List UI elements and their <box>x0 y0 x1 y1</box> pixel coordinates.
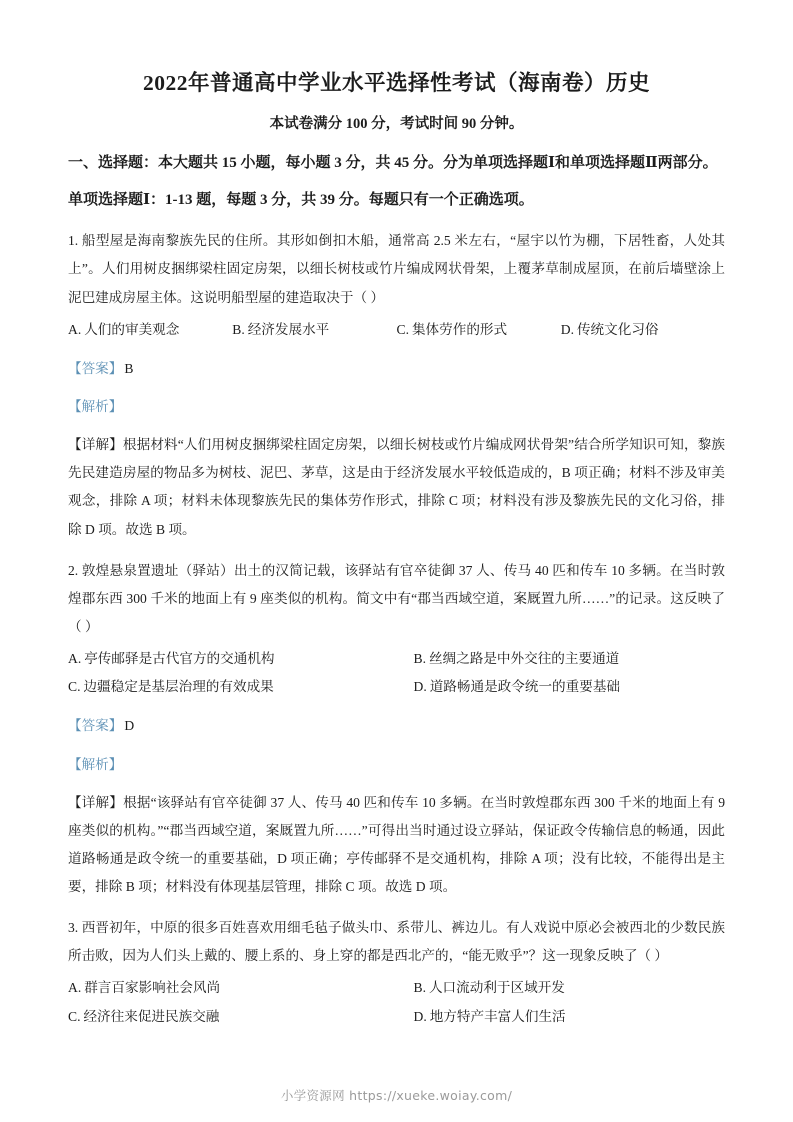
option-text: 人们的审美观念 <box>84 321 180 337</box>
option-text: 传统文化习俗 <box>576 321 659 337</box>
option-c[interactable] <box>68 1003 397 1031</box>
option-letter: B. <box>413 980 426 996</box>
question-options <box>68 970 725 1030</box>
question-block-1 <box>68 214 725 543</box>
option-a[interactable] <box>68 316 232 344</box>
answer-line <box>68 344 725 382</box>
answer-line <box>68 701 725 739</box>
option-b[interactable] <box>397 974 726 1002</box>
analysis-label: 【解析】 <box>68 756 123 772</box>
option-row <box>68 673 725 701</box>
option-letter: A. <box>68 651 82 667</box>
option-text: 边疆稳定是基层治理的有效成果 <box>83 679 274 695</box>
option-d[interactable] <box>397 1003 726 1031</box>
option-letter: C. <box>68 679 81 695</box>
site-watermark: 小学资源网 https://xueke.woiay.com/ <box>280 1088 513 1103</box>
option-letter: A. <box>68 980 82 996</box>
option-text: 经济往来促进民族交融 <box>83 1008 220 1024</box>
answer-value: B <box>124 360 134 376</box>
option-a[interactable] <box>68 974 397 1002</box>
option-text: 经济发展水平 <box>247 321 330 337</box>
option-text: 集体劳作的形式 <box>411 321 508 337</box>
option-b[interactable] <box>397 645 726 673</box>
option-letter: D. <box>413 679 427 695</box>
option-letter: C. <box>396 321 409 337</box>
option-text: 群言百家影响社会风尚 <box>84 980 221 996</box>
detail-text: 根据“该驿站有官卒徒御 37 人、传马 40 匹和传车 10 多辆。在当时敦煌郡东西 300 千米的地面上有 9 座类似的机构。”“郡当西域空道，案厩置九所……”可得出当时通过设立驿站，保证政令传输信息的畅通，因此道路畅通是政令统一的重要基础，D 项正确；亭传邮驿不是交通机构，排除 A 项；没有比较，不能得出是主要，排除 B 项；材料没有体现基层管理，排除 C 项。故选 D 项。 <box>68 794 726 895</box>
detail-paragraph <box>68 778 725 902</box>
option-letter: A. <box>68 321 82 337</box>
detail-label: 【详解】 <box>68 794 124 810</box>
option-letter: B. <box>413 651 426 667</box>
option-text: 地方特产丰富人们生活 <box>429 1008 566 1024</box>
option-d[interactable] <box>397 673 726 701</box>
exam-subtitle: 本试卷满分 100 分，考试时间 90 分钟。 <box>269 116 524 133</box>
question-stem: 3. 西晋初年，中原的很多百姓喜欢用细毛毡子做头巾、系带儿、裤边儿。有人戏说中原必会被西北的少数民族所击败，因为人们头上戴的、腰上系的、身上穿的都是西北产的，“能无败乎”？这一现象反映了（ ） <box>68 920 725 964</box>
question-stem: 1. 船型屋是海南黎族先民的住所。其形如倒扣木船，通常高 2.5 米左右，“屋宇以竹为棚，下居牲畜，人处其上”。人们用树皮捆绑梁柱固定房架，以细长树枝或竹片编成网状骨架，上覆茅草制成屋顶，在前后墙壁涂上泥巴建成房屋主体。这说明船型屋的建造取决于（ ） <box>68 233 725 305</box>
option-b[interactable] <box>232 316 396 344</box>
option-d[interactable] <box>561 316 725 344</box>
answer-label: 【答案】 <box>68 718 123 734</box>
answer-value: D <box>124 718 135 734</box>
question-block-3 <box>68 901 725 1031</box>
option-text: 亭传邮驿是古代官方的交通机构 <box>84 651 275 667</box>
option-letter: C. <box>68 1008 81 1024</box>
detail-label: 【详解】 <box>68 437 123 453</box>
option-c[interactable] <box>68 673 397 701</box>
question-block-2 <box>68 544 725 902</box>
option-row <box>68 974 725 1002</box>
section-heading: 一、选择题：本大题共 15 小题，每小题 3 分，共 45 分。分为单项选择题Ⅰ和单项选择题Ⅱ两部分。 <box>68 154 718 171</box>
question-options <box>68 641 725 701</box>
option-text: 道路畅通是政令统一的重要基础 <box>429 679 621 695</box>
option-row <box>68 316 725 344</box>
option-row <box>68 645 725 673</box>
question-options <box>68 312 725 344</box>
option-letter: B. <box>232 321 245 337</box>
option-text: 丝绸之路是中外交往的主要通道 <box>428 651 620 667</box>
option-c[interactable] <box>397 316 561 344</box>
page-title: 2022年普通高中学业水平选择性考试（海南卷）历史 <box>142 71 650 95</box>
question-stem: 2. 敦煌悬泉置遗址（驿站）出土的汉简记载，该驿站有官卒徒御 37 人、传马 40 匹和传车 10 多辆。在当时敦煌郡东西 300 千米的地面上有 9 座类似的机构。简文中有“郡当西域空道，案厩置九所……”的记录。这反映了（ ） <box>68 562 725 634</box>
answer-label: 【答案】 <box>68 360 123 376</box>
option-letter: D. <box>413 1008 427 1024</box>
analysis-label: 【解析】 <box>68 399 123 415</box>
detail-text: 根据材料“人们用树皮捆绑梁柱固定房架，以细长树枝或竹片编成网状骨架”结合所学知识可知，黎族先民建造房屋的物品多为树枝、泥巴、茅草，这是由于经济发展水平较低造成的，B 项正确；材料不涉及审美观念，排除 A 项；材料未体现黎族先民的集体劳作形式，排除 C 项；材料没有涉及黎族先民的文化习俗，排除 D 项。故选 B 项。 <box>68 437 726 537</box>
detail-paragraph <box>68 420 725 544</box>
option-text: 人口流动利于区域开发 <box>428 980 565 996</box>
option-letter: D. <box>560 321 574 337</box>
sub-heading-part-one: 单项选择题Ⅰ：1-13 题，每题 3 分，共 39 分。每题只有一个正确选项。 <box>68 191 534 208</box>
option-a[interactable] <box>68 645 397 673</box>
option-row <box>68 1003 725 1031</box>
